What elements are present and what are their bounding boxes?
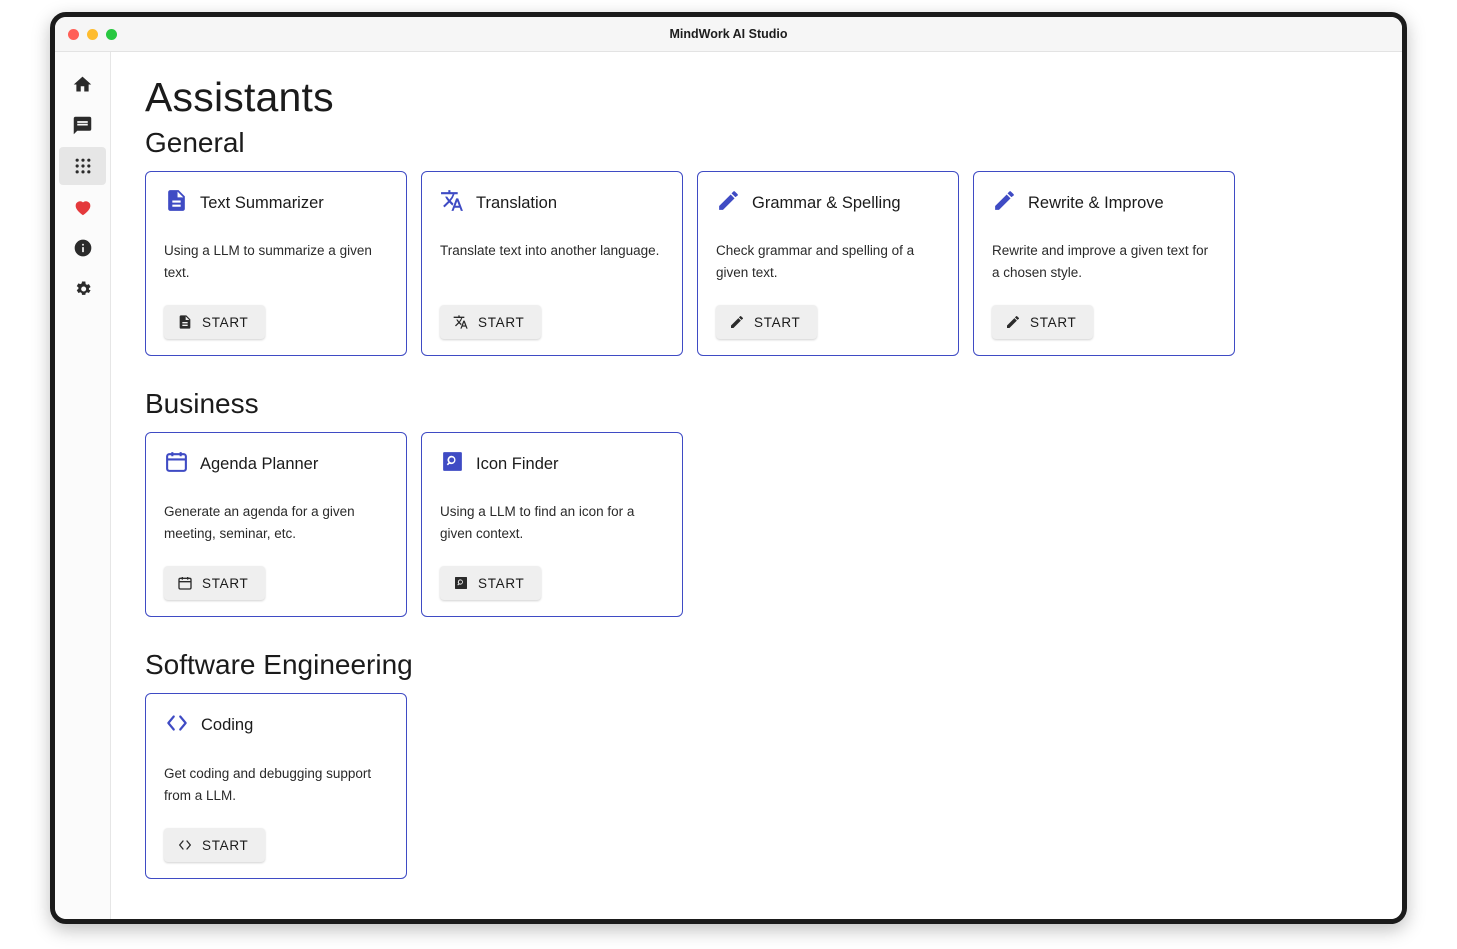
category-heading-business: Business	[145, 388, 259, 419]
info-icon	[73, 238, 93, 258]
app-body	[55, 52, 1402, 920]
card-description: Translate text into another language.	[440, 243, 660, 258]
window-title: MindWork AI Studio	[669, 27, 788, 41]
start-button-icon-finder[interactable]	[440, 566, 541, 600]
code-icon	[177, 837, 193, 853]
home-icon	[72, 74, 93, 95]
heart-icon	[72, 196, 94, 218]
card-title: Text Summarizer	[200, 193, 324, 212]
grid-icon	[73, 156, 93, 176]
start-button-label: START	[754, 314, 801, 330]
start-button-agenda-planner[interactable]	[164, 566, 265, 600]
assistant-card-agenda-planner[interactable]	[145, 432, 407, 617]
card-header	[164, 710, 388, 741]
image-search-icon	[440, 449, 465, 479]
start-button-label: START	[1030, 314, 1077, 330]
card-title: Icon Finder	[476, 454, 559, 473]
sidebar	[55, 52, 111, 920]
translate-icon	[440, 188, 465, 218]
card-header	[716, 188, 940, 218]
card-header	[440, 188, 664, 218]
sidebar-item-about[interactable]	[59, 229, 106, 267]
card-title: Agenda Planner	[200, 454, 319, 473]
assistant-card-rewrite-improve[interactable]	[973, 171, 1235, 356]
start-button-coding[interactable]	[164, 828, 265, 862]
sidebar-item-settings[interactable]	[59, 270, 106, 308]
assistant-card-coding[interactable]	[145, 693, 407, 879]
start-button-text-summarizer[interactable]	[164, 305, 265, 339]
card-row-software-engineering	[145, 693, 1372, 879]
title-bar	[55, 17, 1402, 52]
start-button-label: START	[478, 575, 525, 591]
code-icon	[164, 710, 190, 741]
assistant-card-translation[interactable]	[421, 171, 683, 356]
card-description: Using a LLM to summarize a given text.	[164, 243, 372, 281]
chat-icon	[72, 115, 93, 136]
start-button-label: START	[202, 314, 249, 330]
card-title: Grammar & Spelling	[752, 193, 901, 212]
sidebar-item-home[interactable]	[59, 65, 106, 103]
pencil-icon	[992, 188, 1017, 218]
card-row-general	[145, 171, 1372, 356]
assistant-card-text-summarizer[interactable]	[145, 171, 407, 356]
sidebar-item-assistants[interactable]	[59, 147, 106, 185]
image-search-icon	[453, 575, 469, 591]
pencil-icon	[1005, 314, 1021, 330]
card-header	[164, 449, 388, 479]
document-text-icon	[177, 314, 193, 330]
card-description: Using a LLM to find an icon for a given context.	[440, 504, 635, 542]
main-content	[111, 52, 1402, 920]
card-description: Get coding and debugging support from a LLM.	[164, 766, 372, 804]
card-title: Rewrite & Improve	[1028, 193, 1164, 212]
card-header	[992, 188, 1216, 218]
category-heading-software-engineering: Software Engineering	[145, 649, 413, 680]
card-row-business	[145, 432, 1372, 617]
pencil-icon	[729, 314, 745, 330]
document-text-icon	[164, 188, 189, 218]
page-title: Assistants	[145, 74, 334, 120]
calendar-icon	[164, 449, 189, 479]
assistant-card-icon-finder[interactable]	[421, 432, 683, 617]
start-button-grammar-spelling[interactable]	[716, 305, 817, 339]
gear-icon	[73, 279, 93, 299]
assistant-card-grammar-spelling[interactable]	[697, 171, 959, 356]
translate-icon	[453, 314, 469, 330]
calendar-icon	[177, 575, 193, 591]
app-window	[50, 12, 1407, 924]
card-header	[440, 449, 664, 479]
sidebar-item-chat[interactable]	[59, 106, 106, 144]
pencil-icon	[716, 188, 741, 218]
sidebar-item-supporters[interactable]	[59, 188, 106, 226]
start-button-rewrite-improve[interactable]	[992, 305, 1093, 339]
card-title: Coding	[201, 716, 254, 734]
card-description: Generate an agenda for a given meeting, seminar, etc.	[164, 504, 355, 542]
card-description: Rewrite and improve a given text for a chosen style.	[992, 243, 1209, 281]
card-description: Check grammar and spelling of a given text.	[716, 243, 915, 281]
start-button-label: START	[202, 575, 249, 591]
start-button-label: START	[202, 837, 249, 853]
start-button-label: START	[478, 314, 525, 330]
start-button-translation[interactable]	[440, 305, 541, 339]
card-title: Translation	[476, 193, 558, 212]
category-heading-general: General	[145, 127, 245, 158]
card-header	[164, 188, 388, 218]
